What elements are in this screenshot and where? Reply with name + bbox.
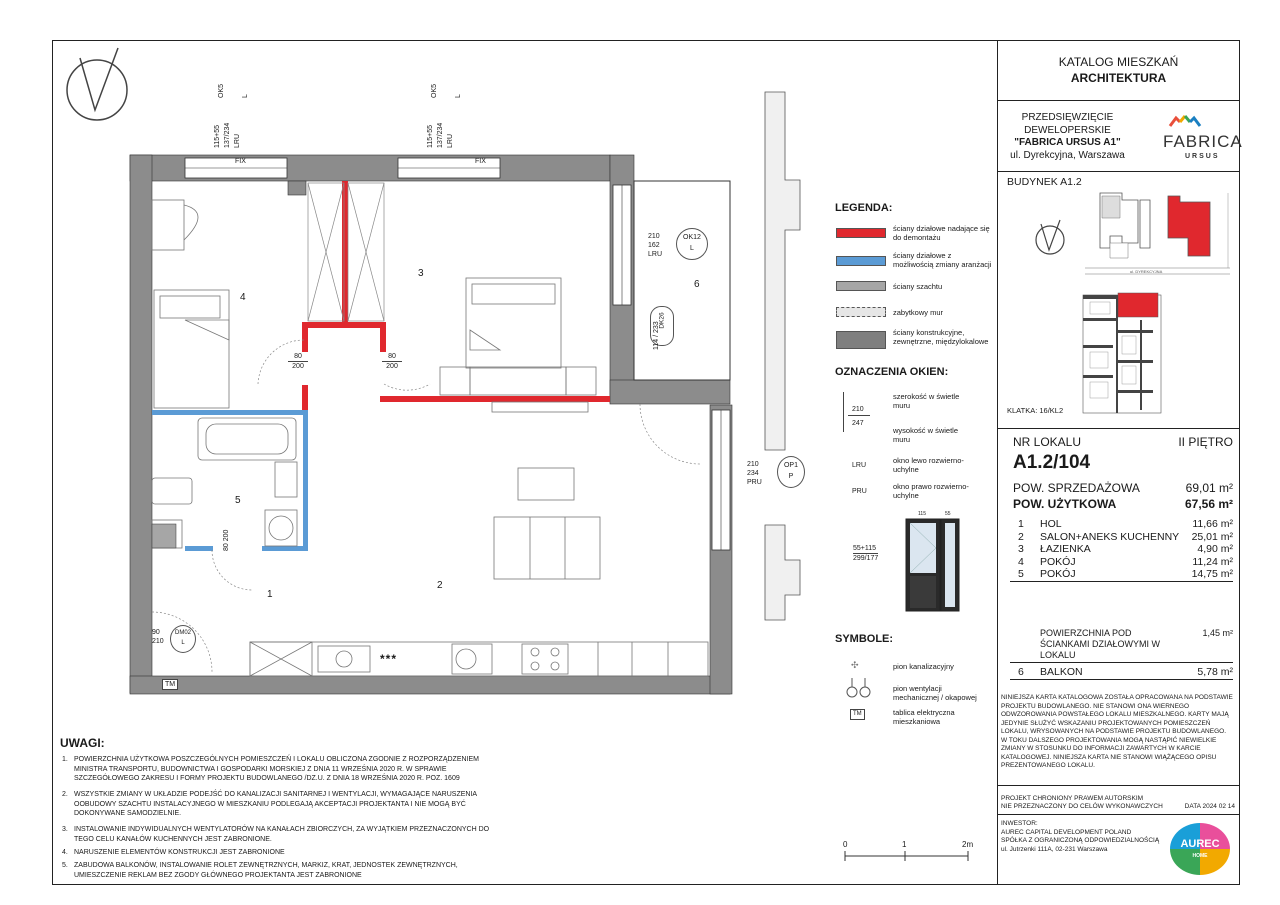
red-wall-room3-bottom [380,396,610,402]
sales-area-label: POW. SPRZEDAŻOWA [1013,481,1140,495]
note-4: 4. NARUSZENIE ELEMENTÓW KONSTRUKCJI JEST ZABRONIONE [62,849,285,856]
room-number-2: 2 [437,580,443,591]
building-label: BUDYNEK A1.2 [1007,176,1082,188]
notes-title: UWAGI: [60,736,105,750]
date-label: DATA 2024 02 14 [1184,803,1235,810]
window-fix-1: FIX [235,158,246,165]
note-2: 2. WSZYSTKIE ZMIANY W UKŁADZIE PODEJŚĆ DO KANALIZACJI SANITARNEJ I WENTYLACJI, WYMAGAJĄCE NARUSZENIA OOBUDOWY SZACHTU INSTALACYJNEGO W MIESZKANIU PODLEGAJĄ AKCEPTACJI PROJEKTANTA I NIE MOGĄ BYĆ DOKONYWANE SAMODZIELNIE. [62,791,477,817]
washer [265,510,297,546]
door-dims-a: 80 200 [288,352,308,371]
window-tag-1: OK5 L 115+55 137/234 LRU [214,83,249,148]
divider-3 [997,428,1240,429]
blue-wall-bath-right [303,410,308,550]
aurec-logo-text: AUREC [1180,838,1220,850]
door-id-dm02: DM02 L [170,625,196,653]
fabrica-logo-icon [1160,112,1210,130]
klatka-label: KLATKA: 16/KL2 [1007,406,1064,415]
copyright-line1: PROJEKT CHRONIONY PRAWEM AUTORSKIM [1001,795,1144,802]
windows-legend-pru-text: okno prawo rozwierno-uchylne [893,482,969,500]
sales-area-value: 69,01 m² [1185,481,1233,495]
wall-balcony-bottom [610,380,730,404]
symbol-label-ventilation: pion wentylacji mechanicznej / okapowej [893,684,977,702]
legend-swatch-red [836,228,886,238]
site-north-arrow-icon [1030,218,1070,263]
door-dims-dm02: 90 210 [152,629,164,645]
note-5: 5. ZABUDOWA BALKONÓW, INSTALOWANIE ROLET ZEWNĘTRZNYCH, MARKIZ, KRAT, JEDNOSTEK ZEWNĘTRZNYCH, UMIESZCZENIE REKLAM BEZ ZGODY GŁÓWNEGO PROJEKTANTA JEST ZABRONIONE [62,862,458,879]
red-wall-horizontal [302,322,386,328]
legend-label-structural: ściany konstrukcyjne, zewnętrzne, międzylokalowe [893,328,989,346]
project-info: PRZEDSIĘWZIĘCIE DEWELOPERSKIE "FABRICA URSUS A1" ul. Dyrekcyjna, Warszawa [1010,112,1125,161]
window-fix-2: FIX [475,158,486,165]
windows-legend-lru-text: okno lewo rozwierno-uchylne [893,456,964,474]
scale-1: 1 [902,840,907,849]
legend-swatch-heritage [836,307,886,317]
legend-swatch-grey [836,281,886,291]
fabrica-brand: FABRICA [1163,132,1243,151]
right-panel-divider [997,40,998,885]
unit-floor: II PIĘTRO [1178,435,1233,449]
sample-window-top-dim2: 55 [945,511,951,517]
room-row-5: 5 POKÓJ 14,75 m² [1018,568,1233,580]
door-dims-b: 80 200 [382,352,402,371]
exterior-wall-left [130,155,152,693]
electric-panel-tag: TM [162,679,178,690]
window-tag-ok12: 210 162 LRU [648,233,663,258]
windows-legend-title: OZNACZENIA OKIEN: [835,366,949,378]
blue-wall-bath-top [152,410,308,415]
note-1: 1. POWIERZCHNIA UŻYTKOWA POSZCZEGÓLNYCH POMIESZCZEŃ I LOKALU OBLICZONA ZGODNIE Z ROZPORZĄDZENIEM MINISTRA TRANSPORTU, BUDOWNICTWA I GOSPODARKI MORSKIEJ Z DNIA 11 WRZEŚNIA 2020 R. W SPRAWIE SZCZEGÓŁOWEGO ZAKRESU I FORMY PROJEKTU BUDOWLANEGO /DZ.U. Z DNIA 18 WRZEŚNIA 2020 R. POZ. 1609 [62,756,480,782]
room-row-4: 4 POKÓJ 11,24 m² [1018,556,1233,568]
windows-legend-h: 247 [852,420,864,427]
windows-legend-height-text: wysokość w świetle muru [893,426,959,444]
scale-bar [838,850,978,862]
note-3: 3. INSTALOWANIE INDYWIDUALNYCH WENTYLATORÓW NA KANAŁACH ZBIORCZYCH, ZA WYJĄTKIEM PRZEZNACZONYCH DO TEGO CELU KANAŁÓW KUCHENNYCH JEST ZABRONIONE. [62,826,490,843]
north-arrow-icon [67,48,127,120]
sample-window-top-dim1: 115 [918,511,926,517]
sofa [494,517,600,579]
fabrica-sub: URSUS [1185,153,1220,160]
symbol-label-electric: tablica elektryczna mieszkaniowa [893,708,955,726]
windows-legend-w: 210 [852,406,864,413]
aurec-logo-sub: HOME [1192,853,1208,859]
legend-swatch-structural [836,331,886,349]
partition-value: 1,45 m² [1202,628,1233,638]
disclaimer-text: NINIEJSZA KARTA KATALOGOWA ZOSTAŁA OPRACOWANA NA PODSTAWIE PROJEKTU BUDOWLANEGO. NIE STANOWI ONA WIERNEGO ODWZOROWANIA POWSTAŁEGO LOKALU MIESZKALNEGO. KARTY MAJĄ JEDYNIE SŁUŻYĆ WSKAZANIU PROJEKTOWANYCH POMIESZCZEŃ LOKALU, WRYSOWANYCH NA PODSTAWIE PROJEKTU BUDOWLANEGO. W TOKU DALSZEGO PROJEKTOWANIA MOGĄ NASTĄPIĆ NIEWIELKIE ZMIANY W STOSUNKU DO INFORMACJI ZAWARTYCH W KARCIE KATALOGOWEJ. NINIEJSZA KARTA NIE STANOWI WIĄŻĄCEGO OPISU PREZENTOWANEGO LOKALU. [1001,694,1233,769]
unit-nr-label: NR LOKALU [1013,435,1082,449]
window-id-op1: OP1 P [777,456,805,488]
svg-text:ul. DYREKCYJNA: ul. DYREKCYJNA [1130,269,1163,274]
kitchen-counter [250,642,708,676]
sample-window-dims: 55+115 299/177 [853,545,879,562]
divider-balcony [1010,679,1233,680]
room-number-5: 5 [235,495,241,506]
legend-label-heritage: zabytkowy mur [893,308,944,317]
door-id-dk26: DK26 [650,306,674,346]
exterior-wall-bottom [130,676,730,694]
catalog-subtitle: ARCHITEKTURA [1070,71,1167,85]
divider-rooms [1010,581,1233,582]
legend-label-blue: ściany działowe z możliwością zmiany aranżacji [893,251,992,269]
balcony-row: 6 BALKON 5,78 m² [1018,666,1233,678]
scale-0: 0 [843,840,848,849]
scale-2: 2m [962,840,974,849]
room-number-3: 3 [418,268,424,279]
window-tag-2: OK5 L 115+55 137/234 LRU [427,83,462,148]
catalog-title: KATALOG MIESZKAŃ [1058,55,1179,69]
windows-legend-lru: LRU [852,462,867,469]
table [518,468,574,500]
bed-room4 [154,290,229,408]
legend-title: LEGENDA: [835,202,893,214]
partition-label: POWIERZCHNIA POD ŚCIANKAMI DZIAŁOWYMI W LOKALU [1040,628,1161,660]
stove-marks: *** [380,652,398,666]
cooktop [522,644,568,674]
balcony-outline [634,181,730,380]
windows-legend-pru: PRU [852,488,867,495]
windows-legend-bracket [843,392,844,432]
toilet [152,478,192,504]
usable-area-label: POW. UŻYTKOWA [1013,497,1117,511]
windows-legend-divider [848,415,870,416]
electric-panel-icon: TM [850,709,865,720]
room-row-1: 1 HOL 11,66 m² [1018,518,1233,530]
divider-partition [1010,662,1233,663]
room-row-2: 2 SALON+ANEKS KUCHENNY 25,01 m² [1018,531,1233,543]
divider-1 [997,100,1240,101]
divider-4 [997,785,1240,786]
sample-window-icon [905,518,961,612]
heritage-wall-lower [765,525,800,620]
room-number-1: 1 [267,589,273,600]
usable-area-value: 67,56 m² [1184,497,1233,511]
door-dims-dk26: 114 / 233 [653,321,660,350]
legend-label-red: ściany działowe nadające się do demontażu [893,224,990,242]
room-number-6: 6 [694,279,700,290]
room-number-4: 4 [240,292,246,303]
room-row-3: 3 ŁAZIENKA 4,90 m² [1018,543,1233,555]
legend-label-grey: ściany szachtu [893,282,943,291]
floor-key-plan [1078,290,1168,415]
symbols-title: SYMBOLE: [835,633,894,645]
heritage-wall-upper [765,92,800,450]
unit-number: A1.2/104 [1013,452,1091,473]
sewer-riser-icon: ✣ [851,660,859,670]
legend-swatch-blue [836,256,886,266]
ventilation-riser-icon [846,676,872,700]
symbol-label-sewer: pion kanalizacyjny [893,662,954,671]
copyright-line2: NIE PRZEZNACZONY DO CELÓW WYKONAWCZYCH [1001,803,1163,810]
window-tag-op1: 210 234 PRU [747,461,762,486]
building-site-map [1080,188,1240,298]
window-id-ok12: OK12 L [676,228,708,260]
door-dims-c: 80 200 [223,529,230,551]
red-wall-vertical [342,181,348,326]
investor-info: INWESTOR: AUREC CAPITAL DEVELOPMENT POLAND SPÓŁKA Z OGRANICZONĄ ODPOWIEDZIALNOŚCIĄ ul. Jutrzenki 111A, 02-231 Warszawa [1001,820,1160,853]
divider-2 [997,171,1240,172]
windows-legend-width-text: szerokość w świetle muru [893,392,960,410]
bed-room3 [466,278,561,368]
divider-5 [997,814,1240,815]
